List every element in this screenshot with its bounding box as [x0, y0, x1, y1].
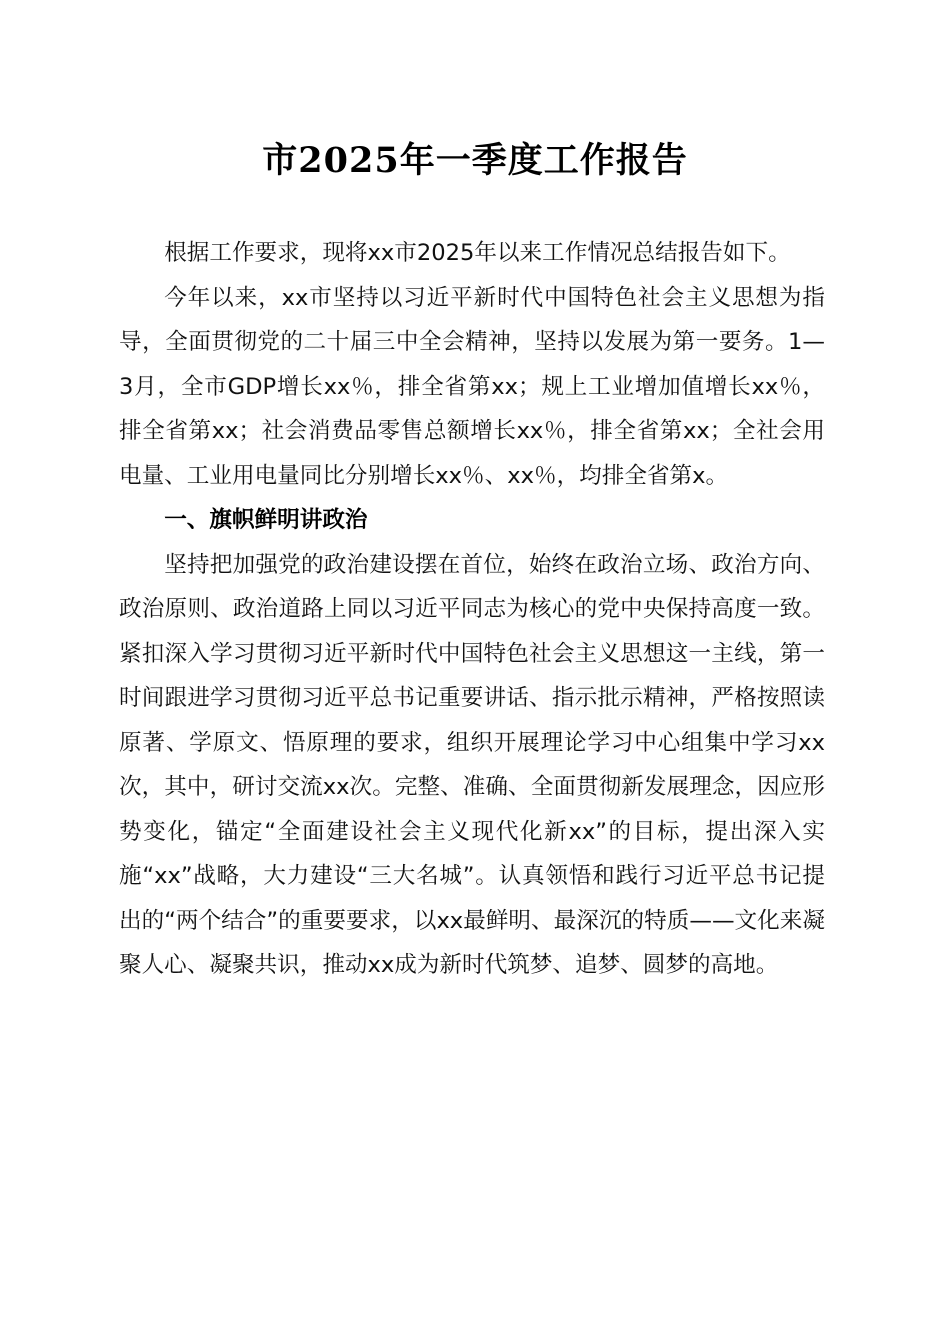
section-paragraph: 坚持把加强党的政治建设摆在首位，始终在政治立场、政治方向、政治原则、政治道路上同以习近平同志为核心的党中央保持高度一致。紧扣深入学习贯彻习近平新时代中国特色社会主义思想这一主线，第一时间跟进学习贯彻习近平总书记重要讲话、指示批示精神，严格按照读原著、学原文、悟原理的要求，组织开展理论学习中心组集中学习xx次，其中，研讨交流xx次。完整、准确、全面贯彻新发展理念，因应形势变化，锚定“全面建设社会主义现代化新xx”的目标，提出深入实施“xx”战略，大力建设“三大名城”。认真领悟和践行习近平总书记提出的“两个结合”的重要要求，以xx最鲜明、最深沉的特质——文化来凝聚人心、凝聚共识，推动xx成为新时代筑梦、追梦、圆梦的高地。	[119, 551, 825, 978]
section-heading: 一、旗帜鲜明讲政治	[164, 507, 368, 533]
intro-paragraph: 根据工作要求，现将xx市2025年以来工作情况总结报告如下。	[164, 240, 791, 266]
document-title: 市2025年一季度工作报告	[262, 140, 688, 181]
document-body	[119, 231, 825, 988]
overview-paragraph: 今年以来，xx市坚持以习近平新时代中国特色社会主义思想为指导，全面贯彻党的二十届三中全会精神，坚持以发展为第一要务。1—3月，全市GDP增长xx％，排全省第xx；规上工业增加值增长xx％，排全省第xx；社会消费品零售总额增长xx％，排全省第xx；全社会用电量、工业用电量同比分别增长xx％、xx％，均排全省第x。	[119, 284, 825, 489]
